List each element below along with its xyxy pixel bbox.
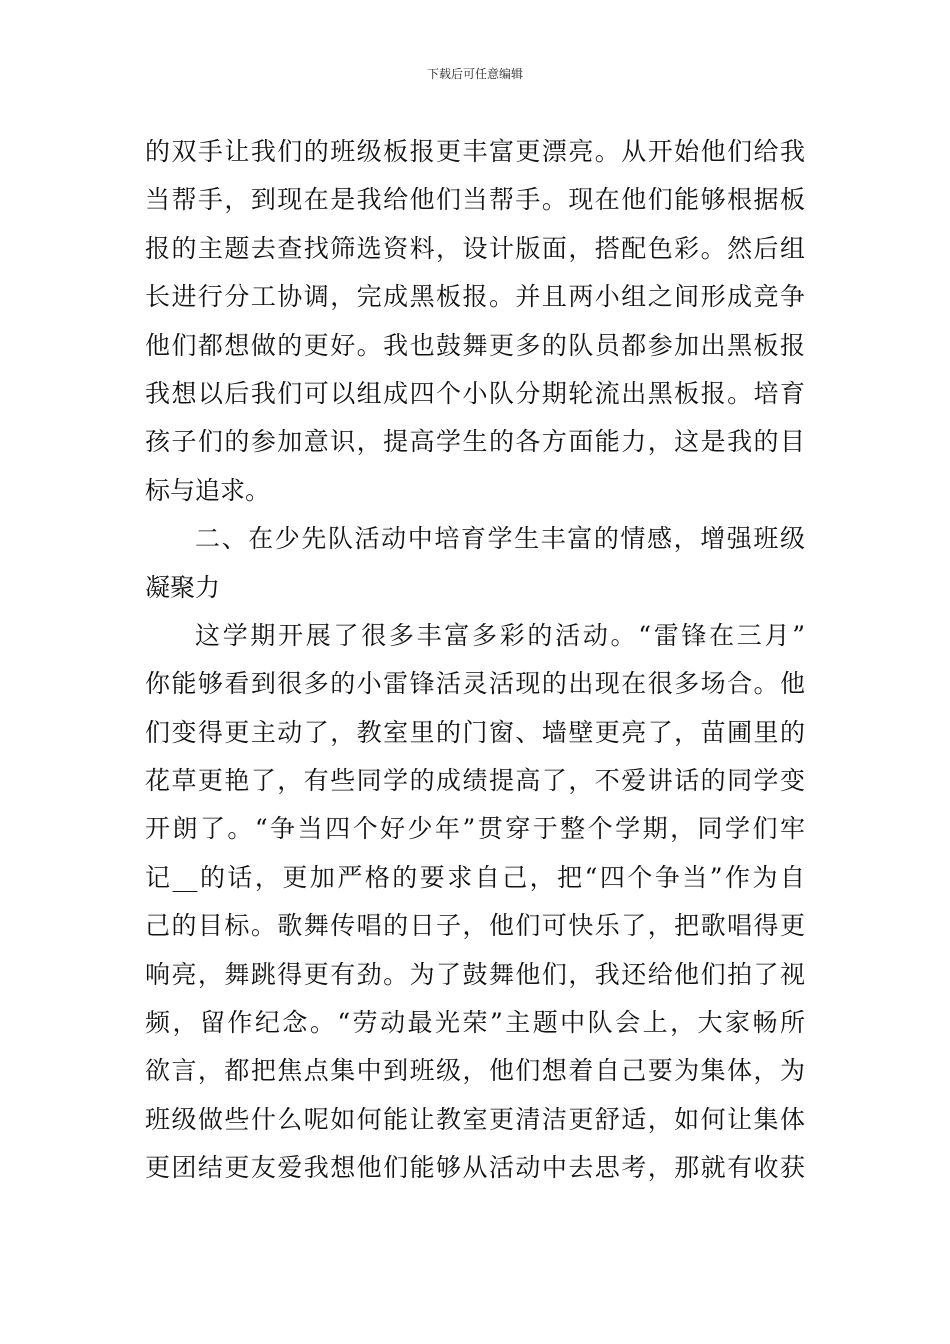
text-line: 你能够看到很多的小雷锋活灵活现的出现在很多场合。他: [145, 669, 805, 699]
text-line: 凝聚力: [145, 572, 221, 602]
text-line: 报的主题去查找筛选资料，设计版面，搭配色彩。然后组: [145, 233, 805, 263]
text-line: 欲言，都把焦点集中到班级，他们想着自己要为集体，为: [145, 1056, 805, 1086]
text-line: 我想以后我们可以组成四个小队分期轮流出黑板报。培育: [145, 378, 805, 408]
text-line: 更团结更友爱我想他们能够从活动中去思考，那就有收获: [145, 1153, 805, 1183]
text-line: 孩子们的参加意识，提高学生的各方面能力，这是我的目: [145, 427, 805, 457]
text-line: 这学期开展了很多丰富多彩的活动。“雷锋在三月”: [195, 620, 805, 650]
text-line: 标与追求。: [145, 475, 271, 505]
text-line: 班级做些什么呢如何能让教室更清洁更舒适，如何让集体: [145, 1104, 805, 1134]
text-line: 开朗了。“争当四个好少年”贯穿于整个学期，同学们牢: [145, 814, 805, 844]
text-line: 他们都想做的更好。我也鼓舞更多的队员都参加出黑板报: [145, 330, 805, 360]
text-line: 频，留作纪念。“劳动最光荣”主题中队会上，大家畅所: [145, 1008, 805, 1038]
text-line: 当帮手，到现在是我给他们当帮手。现在他们能够根据板: [145, 185, 805, 215]
text-line: 二、在少先队活动中培育学生丰富的情感，增强班级: [195, 524, 805, 554]
text-line: 的双手让我们的班级板报更丰富更漂亮。从开始他们给我: [145, 137, 805, 166]
text-line: 花草更艳了，有些同学的成绩提高了，不爱讲话的同学变: [145, 766, 805, 796]
document-body: [145, 128, 805, 1193]
text-line: 们变得更主动了，教室里的门窗、墙壁更亮了，苗圃里的: [145, 717, 805, 747]
text-line: 响亮，舞跳得更有劲。为了鼓舞他们，我还给他们拍了视: [145, 959, 805, 989]
page-header: 下载后可任意编辑: [426, 67, 523, 81]
text-line: 长进行分工协调，完成黑板报。并且两小组之间形成竞争: [145, 282, 805, 312]
text-line: 记__的话，更加严格的要求自己，把“四个争当”作为自: [145, 862, 805, 892]
text-line: 己的目标。歌舞传唱的日子，他们可快乐了，把歌唱得更: [145, 911, 805, 941]
